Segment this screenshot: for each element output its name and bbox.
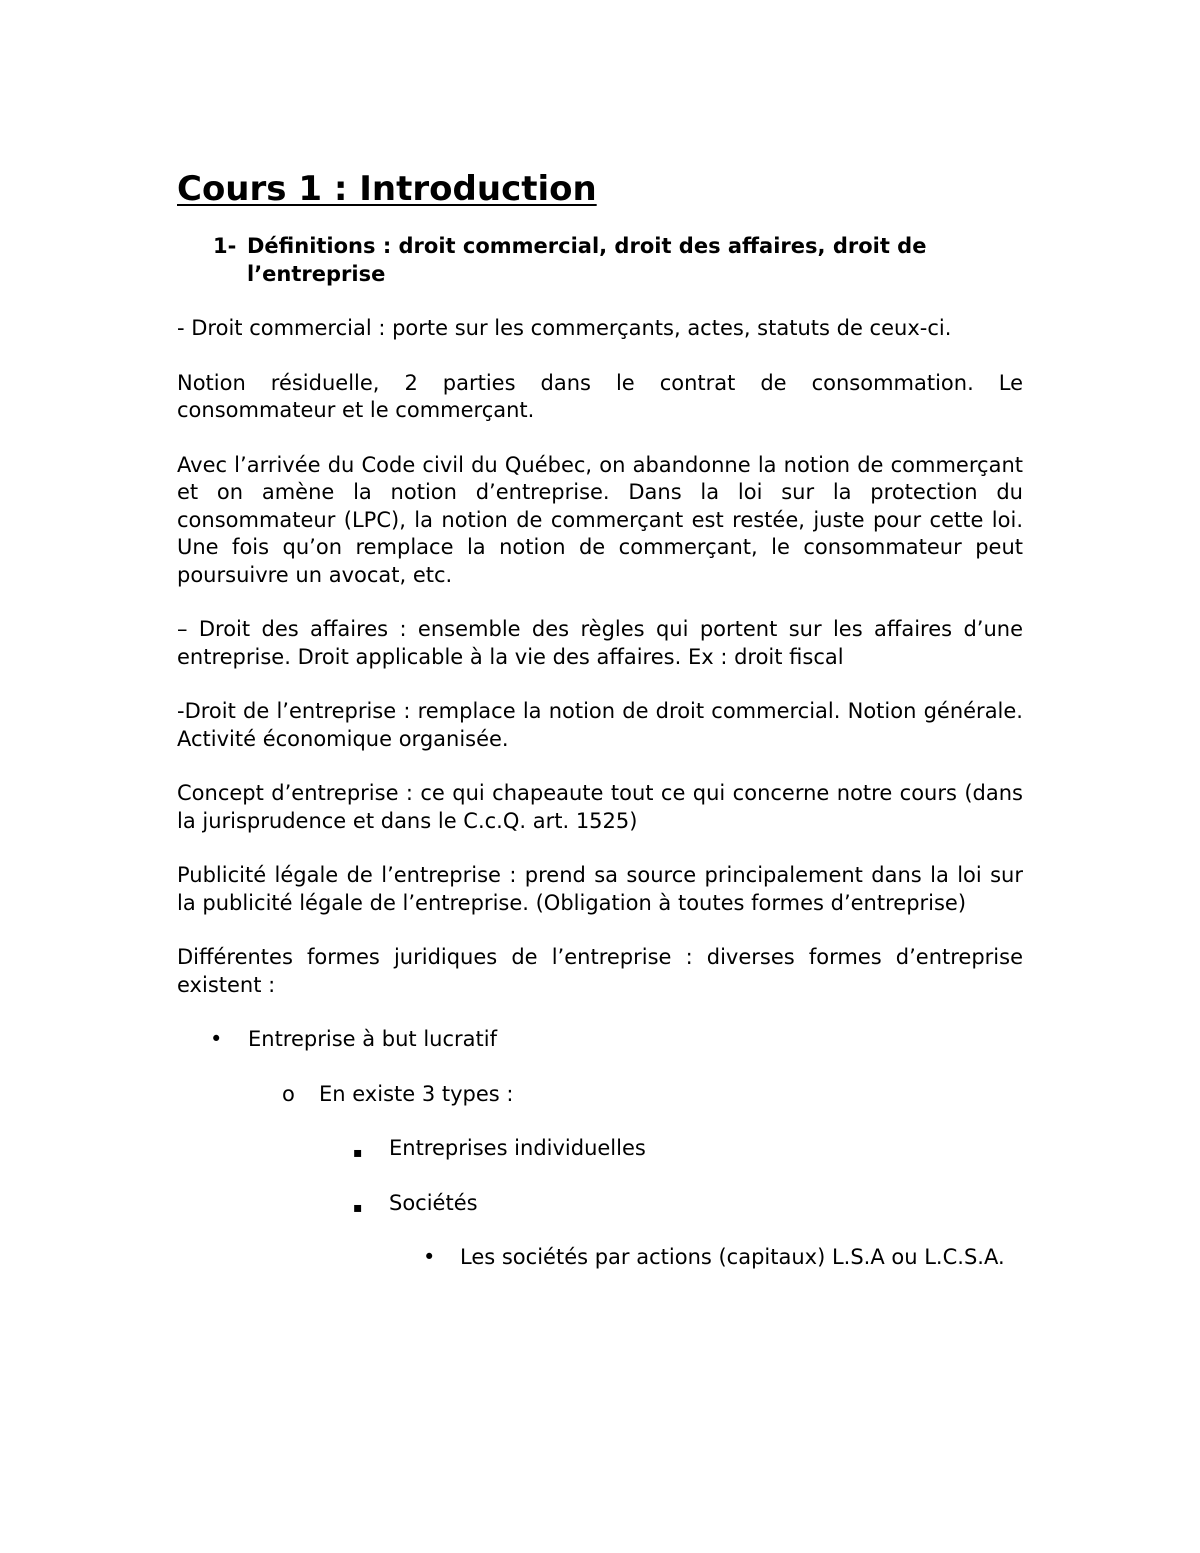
forms-list [177,1026,1023,1272]
paragraph-droit-entreprise: -Droit de l’entreprise : remplace la notion de droit commercial. Notion générale. Activité économique organisée. [177,699,1023,751]
list-item-label: Sociétés [389,1190,478,1215]
paragraph-droit-commercial: - Droit commercial : porte sur les commerçants, actes, statuts de ceux-ci. [177,316,952,340]
square-bullet-icon: ▪ [353,1145,363,1161]
list-item [177,1244,1023,1272]
bullet-icon: • [210,1027,223,1051]
paragraph-publicite-legale: Publicité légale de l’entreprise : prend sa source principalement dans la loi sur la publicité légale de l’entreprise. (Obligation à toutes formes d’entreprise) [177,863,1023,915]
page-title: Cours 1 : Introduction [177,169,597,209]
section-number: 1- [213,234,237,258]
circle-bullet-icon: o [282,1081,295,1106]
list-item-label: En existe 3 types : [319,1081,514,1106]
paragraph-formes-juridiques: Différentes formes juridiques de l’entreprise : diverses formes d’entreprise existent : [177,945,1023,997]
list-item [177,1026,1023,1054]
list-item-label: Entreprises individuelles [389,1136,646,1160]
list-item-label: Les sociétés par actions (capitaux) L.S.A ou L.C.S.A. [460,1245,1005,1269]
paragraph-notion-residuelle: Notion résiduelle, 2 parties dans le contrat de consommation. Le consommateur et le commerçant. [177,370,1023,422]
square-bullet-icon: ▪ [353,1199,363,1216]
paragraph-code-civil: Avec l’arrivée du Code civil du Québec, on abandonne la notion de commerçant et on amène la notion d’entreprise. Dans la loi sur la protection du consommateur (LPC), la notion de commerçant est restée, juste pour cette loi. Une fois qu’on remplace la notion de commerçant, le consommateur peut poursuivre un avocat, etc. [177,452,1023,587]
document-page [177,160,1023,1272]
list-item [177,1135,1023,1163]
list-item-label: Entreprise à but lucratif [248,1027,497,1051]
list-item [177,1081,1023,1109]
section-heading [177,232,1023,288]
paragraph-concept-entreprise: Concept d’entreprise : ce qui chapeaute tout ce qui concerne notre cours (dans la jurisprudence et dans le C.c.Q. art. 1525) [177,781,1023,833]
section-heading-text: Définitions : droit commercial, droit des affaires, droit de l’entreprise [247,234,927,286]
bullet-icon: • [423,1245,436,1269]
list-item [177,1190,1023,1218]
paragraph-droit-affaires: – Droit des affaires : ensemble des règles qui portent sur les affaires d’une entreprise. Droit applicable à la vie des affaires. Ex : droit fiscal [177,617,1023,669]
